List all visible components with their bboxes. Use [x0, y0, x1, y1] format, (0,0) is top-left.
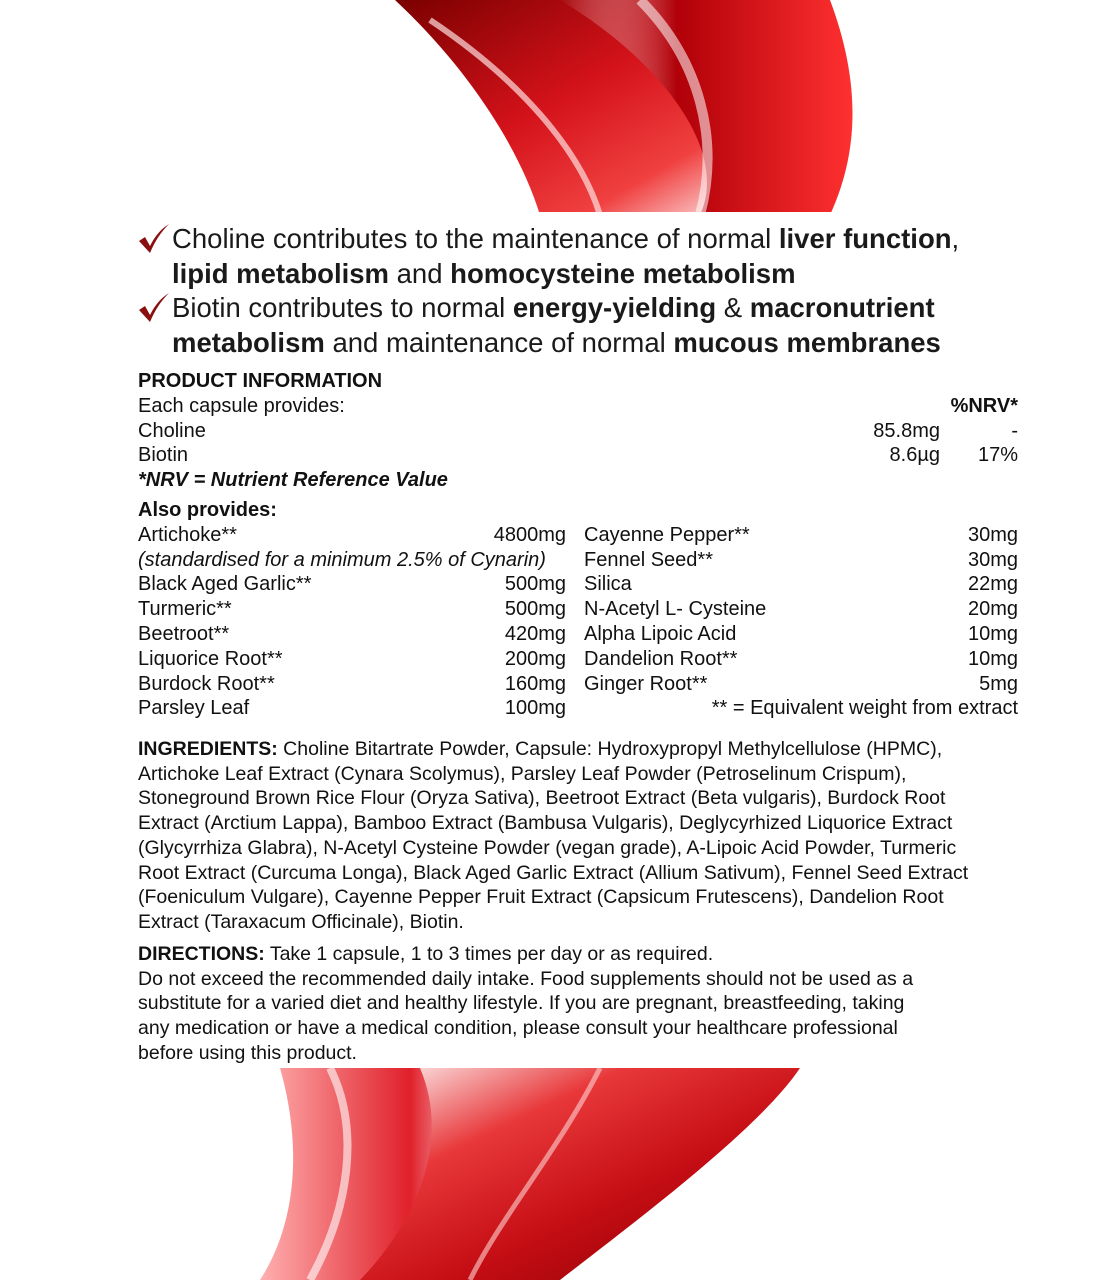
also-provides-grid — [138, 523, 1018, 721]
item-name: N-Acetyl L- Cysteine — [584, 598, 767, 621]
list-item — [138, 572, 566, 597]
item-value: 500mg — [504, 598, 566, 621]
list-item — [584, 647, 1018, 672]
list-item — [138, 672, 566, 697]
item-name: Artichoke** — [138, 523, 237, 546]
item-name: Beetroot** — [138, 622, 230, 645]
item-value: 420mg — [504, 622, 566, 645]
directions-line: substitute for a varied diet and healthy lifestyle. If you are pregnant, breastfeeding, taking — [138, 992, 905, 1015]
item-name: Parsley Leaf — [138, 697, 250, 720]
claim-emphasis: mucous membranes — [673, 326, 941, 358]
nutrient-nrv: - — [1011, 419, 1018, 442]
ingredients-line: Extract (Arctium Lappa), Bamboo Extract (Bambusa Vulgaris), Deglycyrhized Liquorice Extract — [138, 812, 953, 835]
directions-section — [138, 942, 1028, 1066]
nutrient-amount: 8.6µg — [889, 444, 940, 467]
item-value: 200mg — [504, 647, 566, 670]
item-value: 500mg — [504, 573, 566, 596]
item-name: (standardised for a minimum 2.5% of Cynarin) — [138, 548, 546, 571]
claim-text: and — [388, 257, 451, 289]
item-value: 30mg — [967, 523, 1018, 546]
item-name: Fennel Seed** — [584, 548, 713, 571]
nutrient-name: Biotin — [138, 444, 189, 467]
ingredients-line: Stoneground Brown Rice Flour (Oryza Sativa), Beetroot Extract (Beta vulgaris), Burdock Root — [138, 787, 946, 810]
nutrient-row — [138, 419, 1018, 444]
claim-emphasis: liver function — [778, 223, 952, 254]
list-item — [584, 548, 1018, 573]
item-name: Silica — [584, 573, 632, 596]
list-item — [584, 523, 1018, 548]
item-value: 30mg — [967, 548, 1018, 571]
item-name: Burdock Root** — [138, 672, 275, 695]
directions-line: Do not exceed the recommended daily intake. Food supplements should not be used as a — [138, 967, 914, 990]
claim-text: , — [951, 223, 960, 254]
claim-text: & — [716, 292, 750, 323]
checkmark-icon — [136, 222, 170, 256]
item-value: 20mg — [967, 598, 1018, 621]
claim-emphasis: macronutrient — [749, 292, 935, 323]
nutrient-nrv: 17% — [977, 444, 1018, 467]
list-item — [584, 597, 1018, 622]
nutrient-amount: 85.8mg — [873, 419, 940, 442]
list-item — [138, 622, 566, 647]
item-name: Dandelion Root** — [584, 647, 738, 670]
claim-emphasis: homocysteine metabolism — [450, 257, 796, 289]
item-name: Ginger Root** — [584, 672, 708, 695]
item-name: Turmeric** — [138, 598, 232, 621]
item-value: 22mg — [967, 573, 1018, 596]
decorative-red-swirl-top — [0, 0, 1120, 215]
list-item — [138, 647, 566, 672]
ingredients-line: Extract (Taraxacum Officinale), Biotin. — [138, 910, 464, 933]
claim-emphasis: lipid metabolism — [172, 257, 389, 289]
item-name: Alpha Lipoic Acid — [584, 622, 737, 645]
each-capsule-row — [138, 394, 1018, 419]
list-item — [138, 523, 566, 548]
ingredients-line: Choline Bitartrate Powder, Capsule: Hydroxypropyl Methylcellulose (HPMC), — [277, 738, 943, 760]
also-provides-right-column — [566, 523, 1018, 721]
ingredients-line: Artichoke Leaf Extract (Cynara Scolymus), Parsley Leaf Powder (Petroselinum Crispum), — [138, 762, 907, 785]
nrv-header: %NRV* — [950, 394, 1018, 417]
ingredients-line: (Foeniculum Vulgare), Cayenne Pepper Fruit Extract (Capsicum Frutescens), Dandelion Root — [138, 886, 944, 909]
product-info-heading: PRODUCT INFORMATION — [138, 370, 383, 392]
item-name: Cayenne Pepper** — [584, 523, 750, 546]
ingredients-line: Root Extract (Curcuma Longa), Black Aged Garlic Extract (Allium Sativum), Fennel Seed Extract — [138, 861, 969, 884]
nutrient-row — [138, 443, 1018, 468]
ingredients-label: INGREDIENTS: — [138, 738, 278, 760]
directions-line: before using this product. — [138, 1041, 357, 1064]
item-value: 5mg — [979, 672, 1018, 695]
claim-text: and maintenance of normal — [324, 326, 674, 358]
claim-text: Choline contributes to the maintenance of normal — [172, 223, 779, 254]
item-name: Liquorice Root** — [138, 647, 283, 670]
also-provides-heading: Also provides: — [138, 498, 277, 521]
item-value: 4800mg — [493, 523, 566, 546]
list-item — [584, 622, 1018, 647]
list-item — [138, 548, 566, 573]
list-item — [584, 672, 1018, 697]
item-name: Black Aged Garlic** — [138, 573, 312, 596]
ingredients-line: (Glycyrrhiza Glabra), N-Acetyl Cysteine Powder (vegan grade), A-Lipoic Acid Powder, Turmeric — [138, 836, 957, 859]
claim-emphasis: metabolism — [172, 326, 325, 358]
item-value: 10mg — [967, 647, 1018, 670]
extract-note-text: ** = Equivalent weight from extract — [711, 697, 1018, 720]
health-claims — [136, 222, 1036, 360]
claim-choline — [136, 222, 1036, 291]
list-item — [584, 572, 1018, 597]
directions-label: DIRECTIONS: — [138, 943, 265, 965]
claim-biotin — [136, 291, 1036, 360]
item-value: 160mg — [504, 672, 566, 695]
claim-text: Biotin contributes to normal — [172, 292, 513, 323]
directions-line: Take 1 capsule, 1 to 3 times per day or as required. — [264, 943, 714, 965]
decorative-red-swirl-bottom — [0, 1068, 1120, 1280]
directions-line: any medication or have a medical condition, please consult your healthcare professional — [138, 1017, 898, 1040]
extract-note — [584, 696, 1018, 721]
item-value: 100mg — [504, 697, 566, 720]
list-item — [138, 696, 566, 721]
ingredients-section — [138, 737, 1028, 935]
list-item — [138, 597, 566, 622]
product-information — [138, 369, 1018, 721]
checkmark-icon — [136, 291, 170, 325]
claim-emphasis: energy-yielding — [512, 292, 717, 323]
nrv-note: *NRV = Nutrient Reference Value — [138, 469, 448, 492]
also-provides-left-column — [138, 523, 566, 721]
item-value: 10mg — [967, 622, 1018, 645]
each-capsule-label: Each capsule provides: — [138, 394, 345, 417]
nutrient-name: Choline — [138, 419, 206, 442]
